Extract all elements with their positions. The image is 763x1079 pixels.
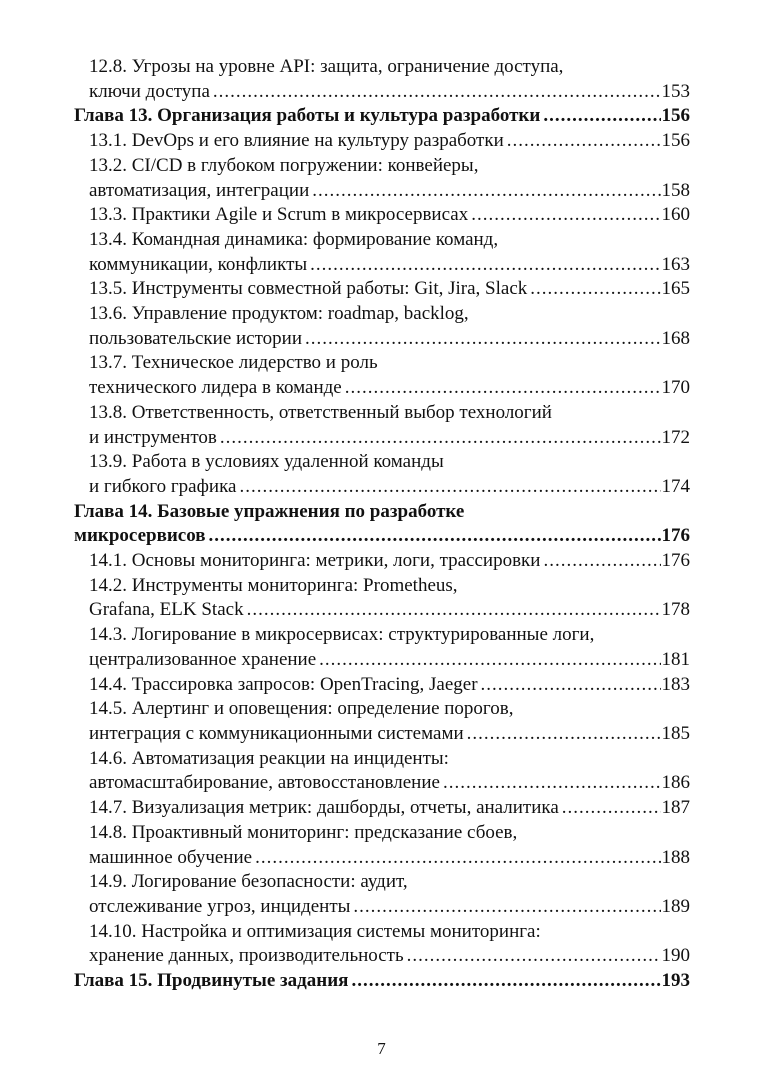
toc-entry-title: и гибкого графика	[89, 475, 237, 497]
toc-section-entry	[74, 154, 690, 203]
dot-leader	[543, 104, 660, 129]
toc-page-number: 172	[661, 426, 690, 448]
toc-section-entry	[74, 673, 690, 698]
toc-entry-last-line	[89, 426, 690, 451]
dot-leader	[220, 426, 661, 451]
toc-entry-title: отслеживание угроз, инциденты	[89, 895, 351, 917]
toc-entry-last-line	[89, 203, 690, 228]
toc-entry-last-line	[89, 277, 690, 302]
toc-entry-title: хранение данных, производительность	[89, 945, 404, 967]
toc-page-number: 176	[661, 525, 690, 547]
toc-page-number: 176	[661, 550, 690, 572]
toc-entry-text-line: 13.2. CI/CD в глубоком погружении: конвейеры,	[89, 154, 479, 176]
toc-section-entry	[74, 277, 690, 302]
dot-leader	[239, 475, 660, 500]
toc-entry-title: централизованное хранение	[89, 648, 317, 670]
dot-leader	[481, 673, 661, 698]
dot-leader	[467, 722, 661, 747]
toc-entry-last-line	[89, 598, 690, 623]
toc-section-entry	[74, 228, 690, 277]
toc-page-number: 185	[661, 722, 690, 744]
toc-entry-last-line	[89, 253, 690, 278]
toc-entry-text-line: 13.4. Командная динамика: формирование команд,	[89, 228, 499, 250]
toc-section-entry	[74, 302, 690, 351]
toc-entry-last-line	[89, 648, 690, 673]
toc-page-number: 158	[661, 179, 690, 201]
toc-page-number: 156	[661, 130, 690, 152]
toc-page-number: 160	[661, 204, 690, 226]
toc-chapter-entry	[74, 500, 690, 549]
toc-page-number: 187	[661, 797, 690, 819]
toc-entry-title: 13.3. Практики Agile и Scrum в микросервисах	[89, 204, 469, 226]
dot-leader	[247, 598, 661, 623]
toc-entry-text-line: 14.5. Алертинг и оповещения: определение порогов,	[89, 698, 514, 720]
toc-entry-title: пользовательские истории	[89, 327, 303, 349]
toc-entry-title: автоматизация, интеграции	[89, 179, 310, 201]
toc-section-entry	[74, 55, 690, 104]
dot-leader	[351, 969, 660, 994]
toc-entry-last-line	[89, 722, 690, 747]
toc-entry-title: интеграция с коммуникационными системами	[89, 722, 464, 744]
toc-section-entry	[74, 129, 690, 154]
toc-section-entry	[74, 549, 690, 574]
toc-page-number: 186	[661, 772, 690, 794]
toc-entry-text-line: 13.7. Техническое лидерство и роль	[89, 352, 378, 374]
toc-entry-text-line: 13.6. Управление продуктом: roadmap, backlog,	[89, 303, 469, 325]
toc-entry-last-line	[74, 104, 690, 129]
toc-entry-last-line	[74, 969, 690, 994]
dot-leader	[255, 846, 660, 871]
toc-entry-text-line: 14.3. Логирование в микросервисах: структурированные логи,	[89, 624, 595, 646]
toc-entry-text-line: 14.9. Логирование безопасности: аудит,	[89, 871, 408, 893]
toc-entry-text-line: 14.8. Проактивный мониторинг: предсказание сбоев,	[89, 821, 518, 843]
toc-page-number: 168	[661, 327, 690, 349]
toc-page-number: 178	[661, 599, 690, 621]
toc-entry-last-line	[89, 376, 690, 401]
toc-entry-title: микросервисов	[74, 525, 206, 547]
toc-section-entry	[74, 450, 690, 499]
toc-entry-last-line	[89, 549, 690, 574]
toc-entry-title: 13.1. DevOps и его влияние на культуру разработки	[89, 130, 504, 152]
toc-section-entry	[74, 401, 690, 450]
toc-page-number: 165	[661, 278, 690, 300]
toc-section-entry	[74, 574, 690, 623]
toc-section-entry	[74, 351, 690, 400]
toc-entry-last-line	[89, 944, 690, 969]
dot-leader	[543, 549, 660, 574]
toc-entry-title: ключи доступа	[89, 80, 210, 102]
toc-entry-last-line	[89, 895, 690, 920]
toc-entry-text-line: 12.8. Угрозы на уровне API: защита, ограничение доступа,	[89, 56, 564, 77]
toc-entry-title: 14.4. Трассировка запросов: OpenTracing, Jaeger	[89, 673, 478, 695]
toc-page-number: 163	[661, 253, 690, 275]
toc-page-number: 188	[661, 846, 690, 868]
toc-entry-title: машинное обучение	[89, 846, 253, 868]
toc-page-number: 181	[661, 648, 690, 670]
toc-entry-text-line: 14.2. Инструменты мониторинга: Prometheus,	[89, 574, 458, 596]
toc-page-number: 156	[661, 105, 690, 127]
toc-page-number: 170	[661, 377, 690, 399]
toc-entry-text-line: 14.6. Автоматизация реакции на инциденты:	[89, 747, 449, 769]
toc-entry-title: коммуникации, конфликты	[89, 253, 308, 275]
toc-entry-last-line	[89, 771, 690, 796]
toc-section-entry	[74, 747, 690, 796]
toc-entry-title: технического лидера в команде	[89, 377, 342, 399]
toc-section-entry	[74, 821, 690, 870]
toc-section-entry	[74, 203, 690, 228]
toc-entry-title: Глава 15. Продвинутые задания	[74, 970, 349, 992]
toc-entry-last-line	[89, 475, 690, 500]
dot-leader	[310, 253, 660, 278]
toc-entry-last-line	[89, 129, 690, 154]
dot-leader	[353, 895, 660, 920]
dot-leader	[319, 648, 660, 673]
dot-leader	[305, 327, 660, 352]
toc-page-number: 189	[661, 895, 690, 917]
toc-page-number: 174	[661, 475, 690, 497]
toc-section-entry	[74, 920, 690, 969]
toc-entry-title: 14.1. Основы мониторинга: метрики, логи, трассировки	[89, 550, 541, 572]
toc-entry-title: автомасштабирование, автовосстановление	[89, 772, 440, 794]
toc-chapter-entry	[74, 104, 690, 129]
toc-section-entry	[74, 870, 690, 919]
toc-entry-title: Grafana, ELK Stack	[89, 599, 244, 621]
toc-entry-title: 13.5. Инструменты совместной работы: Git, Jira, Slack	[89, 278, 528, 300]
page-number: 7	[377, 1039, 386, 1058]
toc-entry-last-line	[89, 673, 690, 698]
table-of-contents	[74, 55, 690, 994]
toc-page-number: 153	[661, 80, 690, 102]
toc-entry-last-line	[89, 80, 690, 105]
toc-page-number: 193	[661, 970, 690, 992]
toc-section-entry	[74, 697, 690, 746]
toc-chapter-entry	[74, 969, 690, 994]
dot-leader	[312, 179, 660, 204]
toc-entry-last-line	[74, 524, 690, 549]
toc-entry-last-line	[89, 179, 690, 204]
toc-entry-title: и инструментов	[89, 426, 217, 448]
toc-entry-last-line	[89, 796, 690, 821]
toc-entry-title: Глава 13. Организация работы и культура разработки	[74, 105, 541, 127]
toc-page-number: 190	[661, 945, 690, 967]
toc-entry-last-line	[89, 846, 690, 871]
toc-entry-text-line: Глава 14. Базовые упражнения по разработке	[74, 500, 465, 522]
dot-leader	[562, 796, 661, 821]
dot-leader	[407, 944, 661, 969]
toc-entry-text-line: 13.9. Работа в условиях удаленной команды	[89, 451, 444, 473]
dot-leader	[209, 524, 661, 549]
toc-page-number: 183	[661, 673, 690, 695]
toc-entry-last-line	[89, 327, 690, 352]
toc-entry-text-line: 14.10. Настройка и оптимизация системы мониторинга:	[89, 920, 541, 942]
dot-leader	[471, 203, 660, 228]
dot-leader	[507, 129, 661, 154]
toc-section-entry	[74, 623, 690, 672]
toc-entry-text-line: 13.8. Ответственность, ответственный выбор технологий	[89, 401, 552, 423]
dot-leader	[213, 80, 661, 105]
toc-section-entry	[74, 796, 690, 821]
dot-leader	[345, 376, 661, 401]
dot-leader	[443, 771, 661, 796]
dot-leader	[530, 277, 660, 302]
toc-entry-title: 14.7. Визуализация метрик: дашборды, отчеты, аналитика	[89, 797, 559, 819]
